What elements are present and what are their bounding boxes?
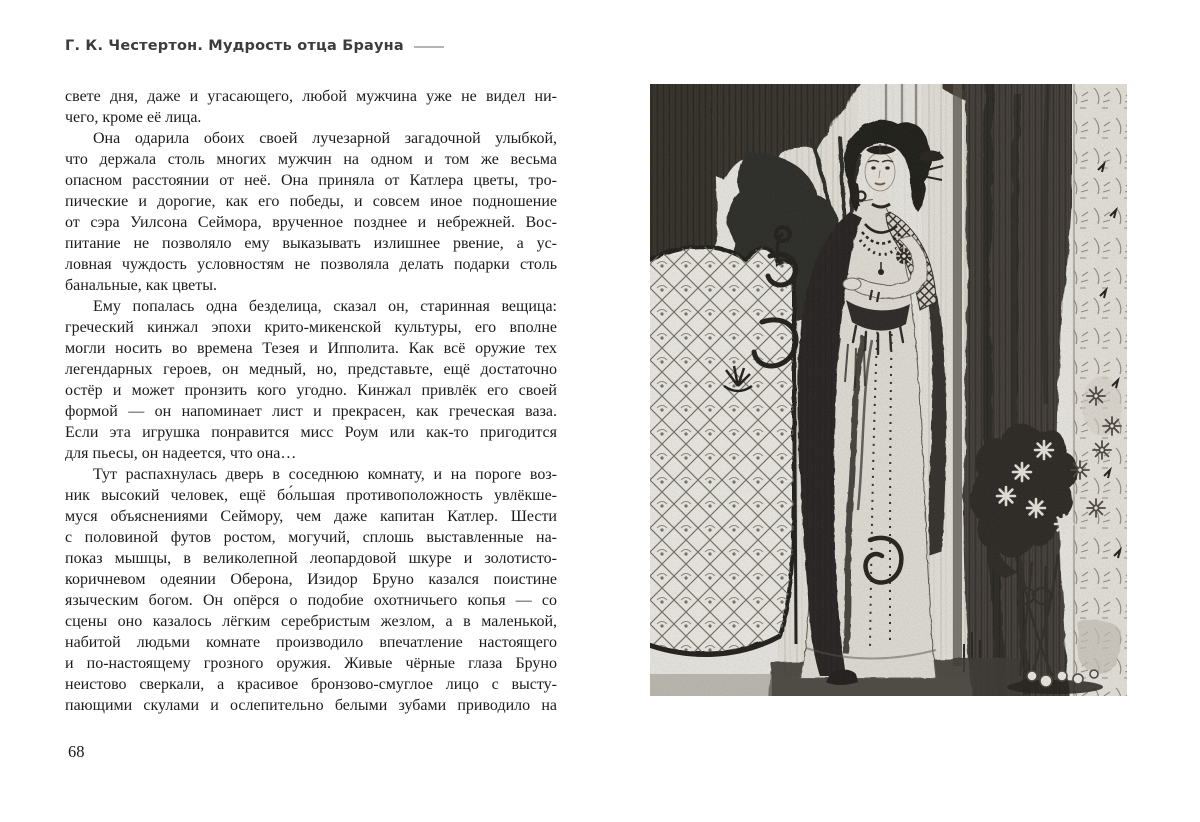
text-line: муся объяснениями Сеймору, чем даже капитан Катлер. Шести <box>65 508 557 525</box>
text-line: языческим богом. Он опёрся о подобие охотничьего копья — со <box>65 592 557 609</box>
header-rule <box>414 46 444 49</box>
text-line: могли носить во времена Тезея и Ипполита. Как всё оружие тех <box>65 340 557 357</box>
text-line: сцены оно казалось лёгким серебристым жезлом, а в маленькой, <box>65 613 557 630</box>
text-line: опасном расстоянии от неё. Она приняла от Катлера цветы, тро- <box>65 172 557 189</box>
text-line: неистово сверкали, а красивое бронзово-смуглое лицо с высту- <box>65 676 557 693</box>
text-line: и по-настоящему грозного оружия. Живые чёрные глаза Бруно <box>65 655 557 672</box>
text-line: Если эта игрушка понравится мисс Роум или как-то пригодится <box>65 424 557 441</box>
text-line: чего, кроме её лица. <box>65 109 202 126</box>
running-header-title: Г. К. Честертон. Мудрость отца Брауна <box>65 38 404 54</box>
text-line: Ему попалась одна безделица, сказал он, старинная вещица: <box>93 298 557 315</box>
text-line: что держала столь многих мужчин на одном и том же весьма <box>65 151 557 168</box>
text-line: легендарных героев, он медный, но, представьте, ещё достаточно <box>65 361 557 378</box>
paper-grain <box>650 84 1127 696</box>
text-line: ловная чуждость условностям не позволяла делать подарки столь <box>65 256 557 273</box>
text-line: пические и дорогие, как его победы, и совсем иное подношение <box>65 193 557 210</box>
book-illustration-svg <box>650 84 1127 696</box>
text-line: с половиной футов ростом, могучий, сплошь выставленные на- <box>65 529 557 546</box>
running-header <box>65 38 444 54</box>
text-line: Тут распахнулась дверь в соседнюю комнату, и на пороге воз- <box>93 466 557 483</box>
text-line: пающими скулами и ослепительно белыми зубами приводило на <box>65 697 557 714</box>
text-line: ник высокий человек, ещё бо́льшая противоположность увлёкше- <box>65 487 557 504</box>
text-line: питание не позволяло ему выказывать излишнее рвение, а ус- <box>65 235 557 252</box>
text-line: показ мышцы, в великолепной леопардовой шкуре и золотисто- <box>65 550 557 567</box>
text-line: банальные, как цветы. <box>65 277 218 294</box>
text-line: греческий кинжал эпохи крито-микенской культуры, его вполне <box>65 319 557 336</box>
text-line: коричневом одеянии Оберона, Изидор Бруно казался поистине <box>65 571 557 588</box>
text-block <box>65 86 557 716</box>
text-line: свете дня, даже и угасающего, любой мужчина уже не видел ни- <box>65 88 557 105</box>
illustration <box>650 84 1127 696</box>
text-line: набитой людьми комнате производило впечатление настоящего <box>65 634 557 651</box>
text-line: Она одарила обоих своей лучезарной загадочной улыбкой, <box>93 130 557 147</box>
page-number: 68 <box>68 742 85 761</box>
text-line: для пьесы, он надеется, что она… <box>65 445 297 462</box>
text-line: от сэра Уилсона Сеймора, врученное позднее и небрежней. Вос- <box>65 214 557 231</box>
text-line: остёр и может пронзить кого угодно. Кинжал привлёк его своей <box>65 382 557 399</box>
text-line: формой — он напоминает лист и прекрасен, как греческая ваза. <box>65 403 557 420</box>
